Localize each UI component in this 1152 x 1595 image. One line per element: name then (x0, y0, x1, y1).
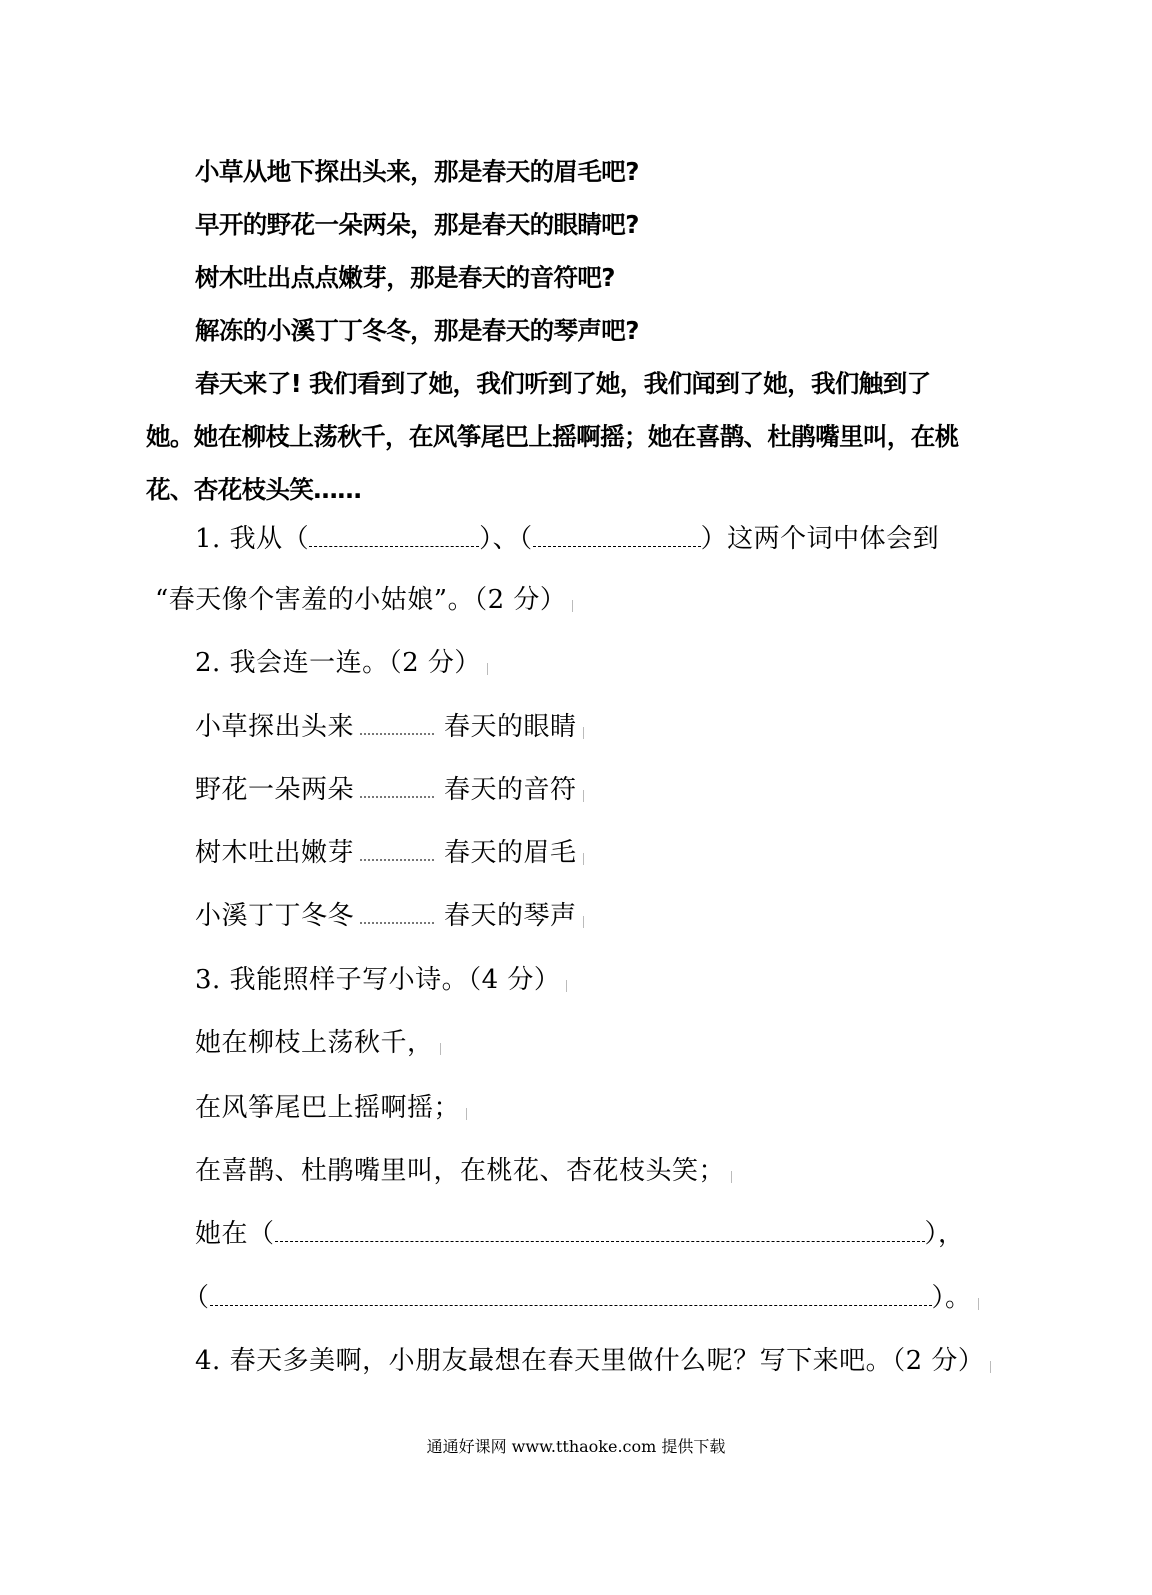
poem-answer-blank[interactable] (210, 1283, 932, 1306)
passage-line: 小草从地下探出头来，那是春天的眉毛吧? (195, 157, 639, 186)
tick-mark (566, 980, 567, 992)
poem-blank-suffix: ）， (924, 1219, 965, 1249)
tick-mark (583, 790, 584, 802)
poem-blank-suffix: ）。 (931, 1283, 972, 1313)
match-left[interactable]: 树木吐出嫩芽 (195, 838, 355, 868)
answer-blank[interactable] (309, 524, 479, 547)
passage-line: 树木吐出点点嫩芽，那是春天的音符吧? (195, 263, 615, 292)
tick-mark (583, 727, 584, 739)
tick-mark (978, 1298, 979, 1310)
passage-line: 她。她在柳枝上荡秋千，在风筝尾巴上摇啊摇；她在喜鹊、杜鹃嘴里叫，在桃 (146, 422, 959, 451)
match-dots (360, 713, 434, 735)
question-4-prompt (195, 1343, 991, 1379)
match-left[interactable]: 小溪丁丁冬冬 (195, 901, 355, 931)
tick-mark (990, 1361, 991, 1373)
tick-mark (487, 663, 488, 675)
question-2-prompt (195, 645, 488, 681)
passage-line: 花、杏花枝头笑…… (146, 475, 362, 504)
question-1-line2 (155, 582, 573, 618)
match-row (195, 772, 584, 808)
poem-blank-line (183, 1280, 979, 1316)
footer-credit: 通通好课网 www.tthaoke.com 提供下载 (426, 1437, 726, 1456)
example-text: 在喜鹊、杜鹃嘴里叫，在桃花、杏花枝头笑； (195, 1156, 726, 1186)
example-line (195, 1153, 732, 1189)
question-1-text: ）这两个词中体会到 (700, 524, 940, 554)
poem-blank-prefix: （ (183, 1283, 210, 1313)
tick-mark (572, 600, 573, 612)
match-right[interactable]: 春天的音符 (444, 775, 577, 805)
passage-line: 春天来了! 我们看到了她，我们听到了她，我们闻到了她，我们触到了 (195, 369, 931, 398)
match-left[interactable]: 小草探出头来 (195, 712, 355, 742)
tick-mark (466, 1108, 467, 1120)
question-2-text: 2. 我会连一连。（2 分） (195, 648, 481, 678)
passage-line: 解冻的小溪丁丁冬冬，那是春天的琴声吧? (195, 316, 639, 345)
match-row (195, 898, 584, 934)
match-right[interactable]: 春天的眉毛 (444, 838, 577, 868)
match-dots (360, 776, 434, 798)
match-right[interactable]: 春天的琴声 (444, 901, 577, 931)
question-3-text: 3. 我能照样子写小诗。（4 分） (195, 965, 561, 995)
tick-mark (440, 1043, 441, 1055)
tick-mark (583, 916, 584, 928)
match-right[interactable]: 春天的眼睛 (444, 712, 577, 742)
question-3-prompt (195, 962, 567, 998)
question-1-text: “春天像个害羞的小姑娘”。（2 分） (155, 585, 567, 615)
tick-mark (583, 853, 584, 865)
match-dots (360, 839, 434, 861)
question-1-text: ）、（ (479, 524, 533, 554)
example-text: 在风筝尾巴上摇啊摇； (195, 1093, 461, 1123)
poem-answer-blank[interactable] (275, 1219, 925, 1242)
question-4-text: 4. 春天多美啊，小朋友最想在春天里做什么呢？写下来吧。（2 分） (195, 1346, 985, 1376)
match-row (195, 709, 584, 745)
match-left[interactable]: 野花一朵两朵 (195, 775, 355, 805)
match-dots (360, 902, 434, 924)
example-line (195, 1090, 467, 1126)
question-1-text: 1. 我从（ (195, 524, 310, 554)
poem-blank-line (195, 1216, 965, 1252)
example-line (195, 1025, 441, 1061)
example-text: 她在柳枝上荡秋千， (195, 1028, 434, 1058)
tick-mark (731, 1171, 732, 1183)
poem-blank-prefix: 她在（ (195, 1219, 275, 1249)
answer-blank[interactable] (533, 524, 701, 547)
passage-line: 早开的野花一朵两朵，那是春天的眼睛吧? (195, 210, 639, 239)
match-row (195, 835, 584, 871)
question-1 (195, 521, 939, 557)
